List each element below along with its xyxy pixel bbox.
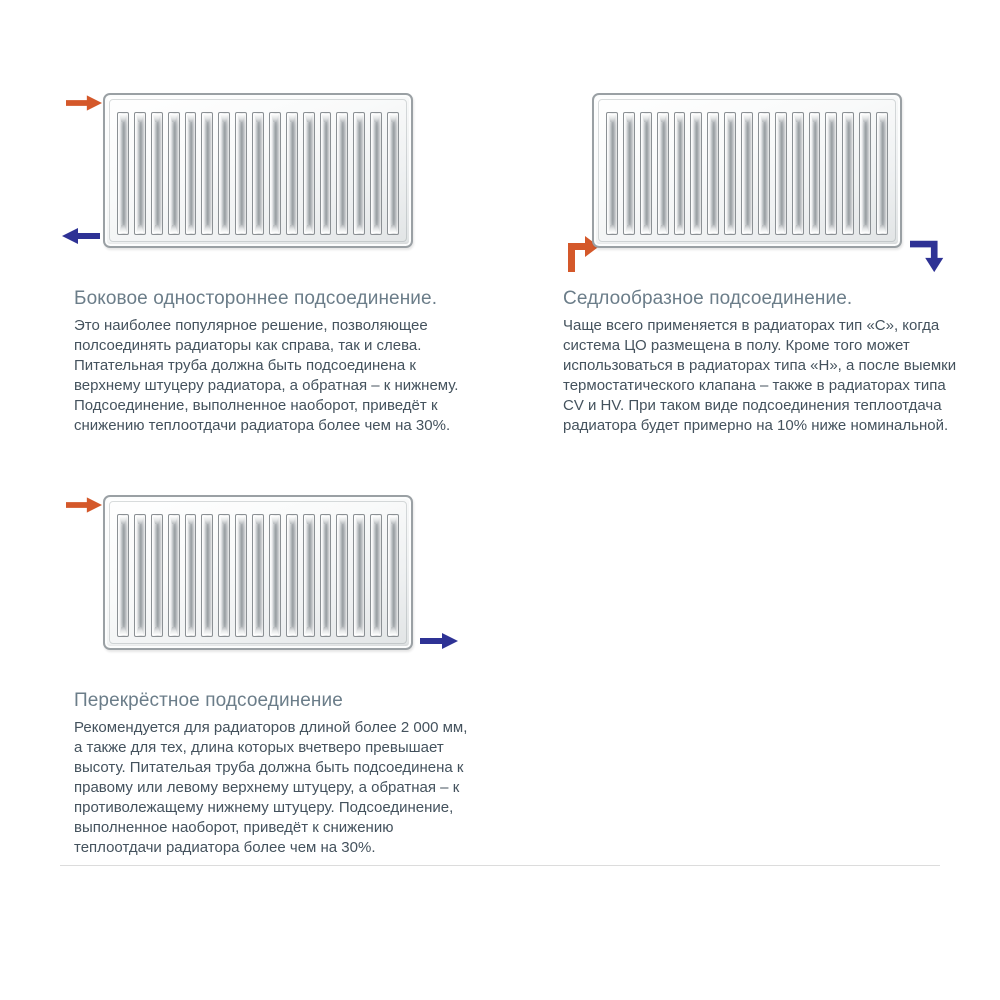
radiator-slat <box>134 112 146 235</box>
section-body: Это наиболее популярное решение, позволяющее полсоединять радиаторы как справа, так и слева. Питательная труба должна быть подсоединена к верхнему штуцеру радиатора, а обратная – к нижнему. Подсоединение, выполненное наоборот, приведёт к снижению теплоотдачи радиатора более чем на 30%. <box>74 317 459 434</box>
radiator-slat <box>707 112 719 235</box>
radiator-slat <box>303 514 315 637</box>
radiator-image <box>103 495 413 650</box>
radiator-slat <box>201 112 213 235</box>
radiator-slat <box>353 112 365 235</box>
radiator-slat <box>134 514 146 637</box>
supply-arrow-right-icon <box>66 95 102 111</box>
radiator-slat <box>353 514 365 637</box>
radiator-slat <box>724 112 736 235</box>
section-body: Чаще всего применяется в радиаторах тип «С», когда система ЦО размещена в полу. Кроме того может использоваться в радиаторах типа «Н», а после выемки термостатического клапана – также в радиаторах типа CV и HV. При таком виде подсоединения теплоотдача радиатора будет примерно на 10% ниже номинальной. <box>563 317 957 434</box>
radiator-diagram-side-connection <box>74 85 471 275</box>
radiator-slat <box>168 514 180 637</box>
divider <box>60 865 940 866</box>
radiator-slat <box>657 112 669 235</box>
radiator-slat <box>876 112 888 235</box>
section-body: Рекомендуется для радиаторов длиной более 2 000 мм, а также для тех, длина которых вчетверо превышает высоту. Питательая труба должна быть подсоединена к правому или левому верхнему штуцеру, а обратная – к противолежащему нижнему штуцеру. Подсоединение, выполненное наоборот, приведёт к снижению теплоотдачи радиатора более чем на 30%. <box>74 719 468 856</box>
radiator-slat <box>185 112 197 235</box>
radiator-slat <box>758 112 770 235</box>
radiator-slat <box>370 112 382 235</box>
return-arrow-bent-right-down-icon <box>910 237 948 273</box>
section-side-connection <box>74 85 471 436</box>
section-heading: Боковое одностороннее подсоединение. <box>74 288 438 309</box>
radiator-diagram-saddle-connection <box>563 85 960 275</box>
empty-cell <box>563 487 960 858</box>
radiator-slat <box>201 514 213 637</box>
radiator-slat <box>185 514 197 637</box>
radiator-slat <box>387 514 399 637</box>
radiator-slat <box>269 112 281 235</box>
radiator-slat <box>320 112 332 235</box>
section-saddle-connection <box>563 85 960 436</box>
radiator-slat <box>690 112 702 235</box>
radiator-slat <box>792 112 804 235</box>
radiator-slat <box>286 112 298 235</box>
radiator-slat <box>674 112 686 235</box>
radiator-slat <box>623 112 635 235</box>
radiator-slat <box>218 514 230 637</box>
radiator-slat <box>117 112 129 235</box>
section-heading: Седлообразное подсоединение. <box>563 288 853 309</box>
radiator-slat <box>286 514 298 637</box>
radiator-slats <box>117 514 399 637</box>
radiator-slat <box>775 112 787 235</box>
radiator-slat <box>859 112 871 235</box>
radiator-slat <box>269 514 281 637</box>
radiator-slat <box>151 112 163 235</box>
supply-arrow-right-icon <box>66 497 102 513</box>
radiator-slat <box>825 112 837 235</box>
radiator-slat <box>809 112 821 235</box>
radiator-slat <box>117 514 129 637</box>
return-arrow-right-icon <box>419 633 459 649</box>
radiator-slats <box>117 112 399 235</box>
radiator-slat <box>336 112 348 235</box>
radiator-slat <box>235 112 247 235</box>
return-arrow-left-icon <box>62 228 100 244</box>
radiator-image <box>592 93 902 248</box>
radiator-slat <box>387 112 399 235</box>
radiator-slat <box>320 514 332 637</box>
radiator-slat <box>842 112 854 235</box>
radiator-slat <box>741 112 753 235</box>
radiator-slat <box>252 112 264 235</box>
section-cross-connection <box>74 487 471 858</box>
radiator-slat <box>252 514 264 637</box>
radiator-slat <box>168 112 180 235</box>
radiator-slat <box>235 514 247 637</box>
radiator-image <box>103 93 413 248</box>
radiator-slat <box>151 514 163 637</box>
section-heading: Перекрёстное подсоединение <box>74 690 343 711</box>
radiator-slat <box>606 112 618 235</box>
radiator-slats <box>606 112 888 235</box>
radiator-slat <box>218 112 230 235</box>
radiator-slat <box>370 514 382 637</box>
radiator-slat <box>640 112 652 235</box>
radiator-slat <box>303 112 315 235</box>
radiator-diagram-cross-connection <box>74 487 471 677</box>
sections-grid <box>74 85 1000 858</box>
radiator-slat <box>336 514 348 637</box>
